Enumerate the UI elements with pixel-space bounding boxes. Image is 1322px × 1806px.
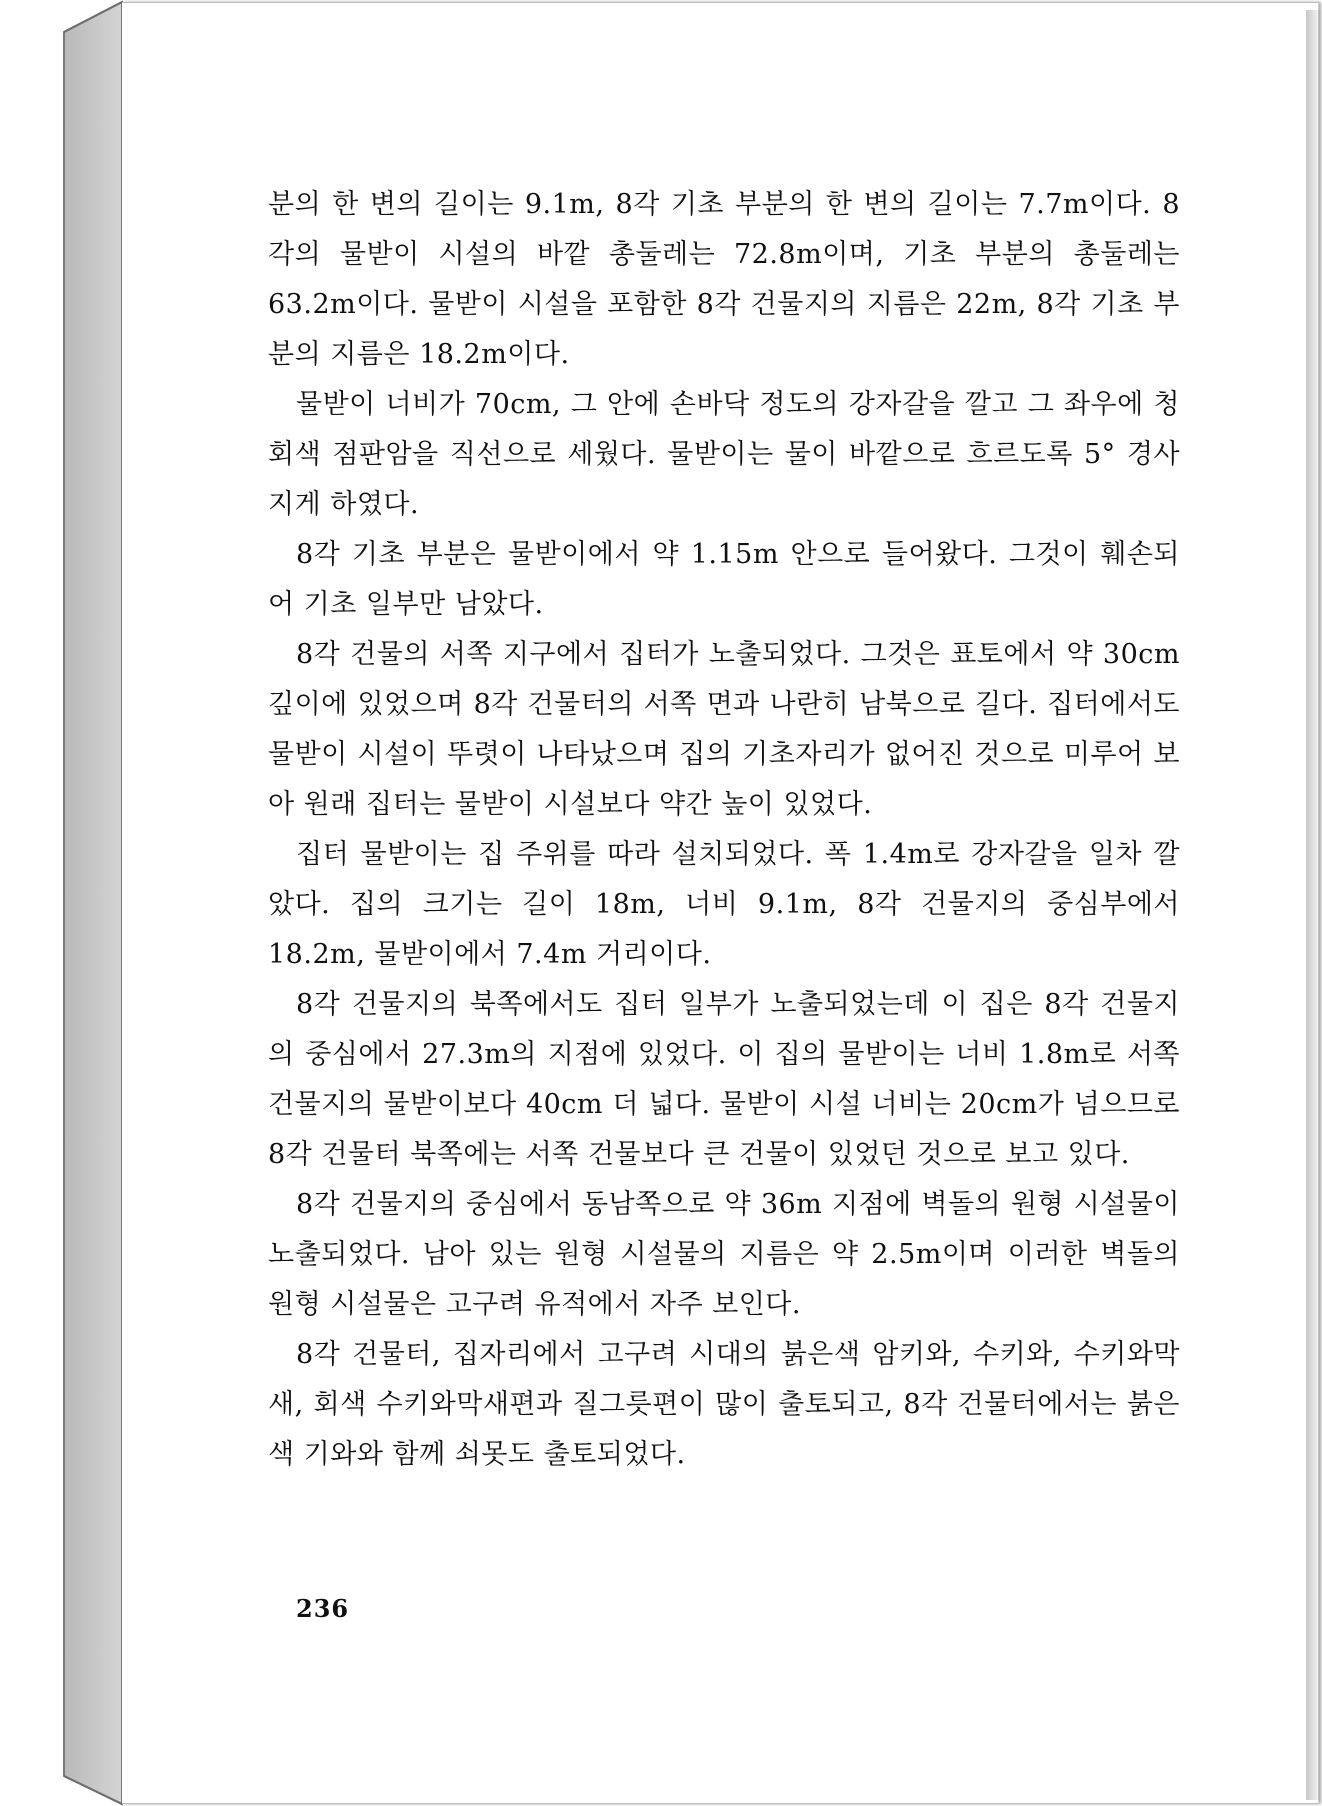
paragraph-8: 8각 건물터, 집자리에서 고구려 시대의 붉은색 암키와, 수키와, 수키와막새, 회색 수키와막새편과 질그릇편이 많이 출토되고, 8각 건물터에서는 붉은색 기와와 함께 쇠못도 출토되었다.	[268, 1339, 1180, 1470]
spine-face	[64, 2, 122, 1804]
paragraph-3: 8각 기초 부분은 물받이에서 약 1.15m 안으로 들어왔다. 그것이 훼손되어 기초 일부만 남았다.	[268, 539, 1180, 620]
paragraph-1: 분의 한 변의 길이는 9.1m, 8각 기초 부분의 한 변의 길이는 7.7m이다. 8각의 물받이 시설의 바깥 총둘레는 72.8m이며, 기초 부분의 총둘레는 63.2m이다. 물받이 시설을 포함한 8각 건물지의 지름은 22m, 8각 기초 부분의 지름은 18.2m이다.	[268, 189, 1180, 370]
paragraph-2: 물받이 너비가 70cm, 그 안에 손바닥 정도의 강자갈을 깔고 그 좌우에 청회색 점판암을 직선으로 세웠다. 물받이는 물이 바깥으로 흐르도록 5° 경사지게 하였다.	[268, 389, 1180, 520]
body-text	[268, 180, 1180, 1480]
paragraph-7: 8각 건물지의 중심에서 동남쪽으로 약 36m 지점에 벽돌의 원형 시설물이 노출되었다. 남아 있는 원형 시설물의 지름은 약 2.5m이며 이러한 벽돌의 원형 시설물은 고구려 유적에서 자주 보인다.	[268, 1189, 1180, 1320]
page-edge-shadow	[1306, 10, 1322, 1800]
paragraph-4: 8각 건물의 서쪽 지구에서 집터가 노출되었다. 그것은 표토에서 약 30cm 깊이에 있었으며 8각 건물터의 서쪽 면과 나란히 남북으로 길다. 집터에서도 물받이 시설이 뚜렷이 나타났으며 집의 기초자리가 없어진 것으로 미루어 보아 원래 집터는 물받이 시설보다 약간 높이 있었다.	[268, 639, 1180, 820]
paragraph-6: 8각 건물지의 북쪽에서도 집터 일부가 노출되었는데 이 집은 8각 건물지의 중심에서 27.3m의 지점에 있었다. 이 집의 물받이는 너비 1.8m로 서쪽 건물지의 물받이보다 40cm 더 넓다. 물받이 시설 너비는 20cm가 넘으므로 8각 건물터 북쪽에는 서쪽 건물보다 큰 건물이 있었던 것으로 보고 있다.	[268, 989, 1180, 1170]
paragraph-5: 집터 물받이는 집 주위를 따라 설치되었다. 폭 1.4m로 강자갈을 일차 깔았다. 집의 크기는 길이 18m, 너비 9.1m, 8각 건물지의 중심부에서 18.2m, 물받이에서 7.4m 거리이다.	[268, 839, 1180, 970]
page-number: 236	[296, 1594, 350, 1623]
